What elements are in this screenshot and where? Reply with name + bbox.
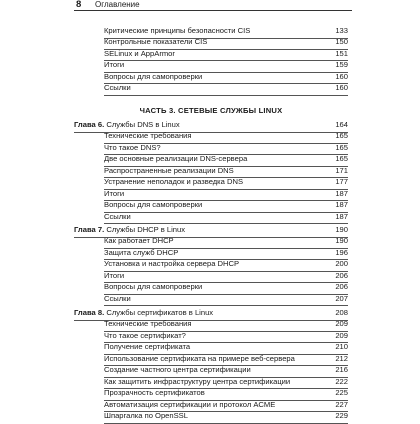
chapter-number: Глава 6. xyxy=(74,120,105,129)
page-number-ref: 206 xyxy=(335,282,348,292)
page-number-ref: 216 xyxy=(335,365,348,375)
entry-title: SELinux и AppArmor xyxy=(104,48,175,58)
chapter-heading xyxy=(74,308,213,318)
page-number-ref: 210 xyxy=(335,342,348,352)
entry-title: Шпаргалка по OpenSSL xyxy=(104,411,188,421)
page-number-ref: 160 xyxy=(335,71,348,81)
page-number-ref: 207 xyxy=(335,293,348,303)
page-number-ref: 151 xyxy=(335,48,348,58)
entry-title: Распространенные реализации DNS xyxy=(104,165,234,175)
page-number-ref: 187 xyxy=(335,188,348,198)
entry-title: Ссылки xyxy=(104,83,131,93)
chapter-number: Глава 8. xyxy=(74,308,105,317)
entry-title: Ссылки xyxy=(104,293,131,303)
chapter-number: Глава 7. xyxy=(74,225,105,234)
page-number-ref: 159 xyxy=(335,60,348,70)
page-number-ref: 165 xyxy=(335,154,348,164)
entry-title: Вопросы для самопроверки xyxy=(104,71,203,81)
entry-title: Устранение неполадок и разведка DNS xyxy=(104,177,244,187)
running-title: Оглавление xyxy=(95,0,140,9)
entry-title: Вопросы для самопроверки xyxy=(104,200,203,210)
page-number-ref: 209 xyxy=(335,330,348,340)
entry-title: Что такое DNS? xyxy=(104,142,161,152)
page-number-ref: 227 xyxy=(335,399,348,409)
page-number: 8 xyxy=(76,0,82,10)
entry-title: Создание частного центра сертификации xyxy=(104,365,251,375)
page-number-ref: 190 xyxy=(335,225,348,234)
entry-title: Две основные реализации DNS-сервера xyxy=(104,154,248,164)
entry-title: Итоги xyxy=(104,188,125,198)
page-number-ref: 150 xyxy=(335,37,348,47)
entry-title: Использование сертификата на примере веб-сервера xyxy=(104,353,295,363)
entry-title: Защита служб DHCP xyxy=(104,247,179,257)
page-number-ref: 165 xyxy=(335,131,348,141)
page-number-ref: 164 xyxy=(335,120,348,129)
page-number-ref: 177 xyxy=(335,177,348,187)
entry-title: Итоги xyxy=(104,270,125,280)
entry-title: Как защитить инфраструктуру центра сертификации xyxy=(104,376,291,386)
entry-title: Технические требования xyxy=(104,131,192,141)
page-number-ref: 187 xyxy=(335,211,348,221)
page-number-ref: 133 xyxy=(335,26,348,35)
header-rule xyxy=(74,10,352,11)
toc-entry xyxy=(104,83,348,96)
page-number-ref: 165 xyxy=(335,142,348,152)
entry-title: Технические требования xyxy=(104,319,192,329)
page-header xyxy=(0,0,420,13)
entry-title: Как работает DHCP xyxy=(104,236,174,246)
page-number-ref: 222 xyxy=(335,376,348,386)
entry-title: Установка и настройка сервера DHCP xyxy=(104,259,240,269)
chapter-title: Службы DNS в Linux xyxy=(104,120,180,129)
entry-title: Вопросы для самопроверки xyxy=(104,282,203,292)
page-number-ref: 160 xyxy=(335,83,348,93)
page-number-ref: 206 xyxy=(335,270,348,280)
chapter-title: Службы сертификатов в Linux xyxy=(104,308,214,317)
page-number-ref: 190 xyxy=(335,236,348,246)
entry-title: Прозрачность сертификатов xyxy=(104,388,205,398)
page-number-ref: 208 xyxy=(335,308,348,317)
entry-title: Итоги xyxy=(104,60,125,70)
toc-entry xyxy=(104,294,348,307)
chapter-heading xyxy=(74,120,180,130)
chapter-heading xyxy=(74,225,185,235)
page-number-ref: 171 xyxy=(335,165,348,175)
page-number-ref: 187 xyxy=(335,200,348,210)
page-number-ref: 212 xyxy=(335,353,348,363)
page-number-ref: 200 xyxy=(335,259,348,269)
page-number-ref: 225 xyxy=(335,388,348,398)
toc-entry xyxy=(104,212,348,225)
entry-title: Получение сертификата xyxy=(104,342,191,352)
entry-title: Что такое сертификат? xyxy=(104,330,186,340)
entry-title: Критические принципы безопасности CIS xyxy=(104,26,251,35)
entry-title: Автоматизация сертификации и протокол ACME xyxy=(104,399,276,409)
chapter-title: Службы DHCP в Linux xyxy=(104,225,185,234)
part-heading: ЧАСТЬ 3. СЕТЕВЫЕ СЛУЖБЫ LINUX xyxy=(139,106,283,115)
entry-title: Ссылки xyxy=(104,211,131,221)
page-number-ref: 209 xyxy=(335,319,348,329)
toc-entry xyxy=(104,411,348,424)
page-number-ref: 196 xyxy=(335,247,348,257)
page-number-ref: 229 xyxy=(335,411,348,421)
entry-title: Контрольные показатели CIS xyxy=(104,37,208,47)
